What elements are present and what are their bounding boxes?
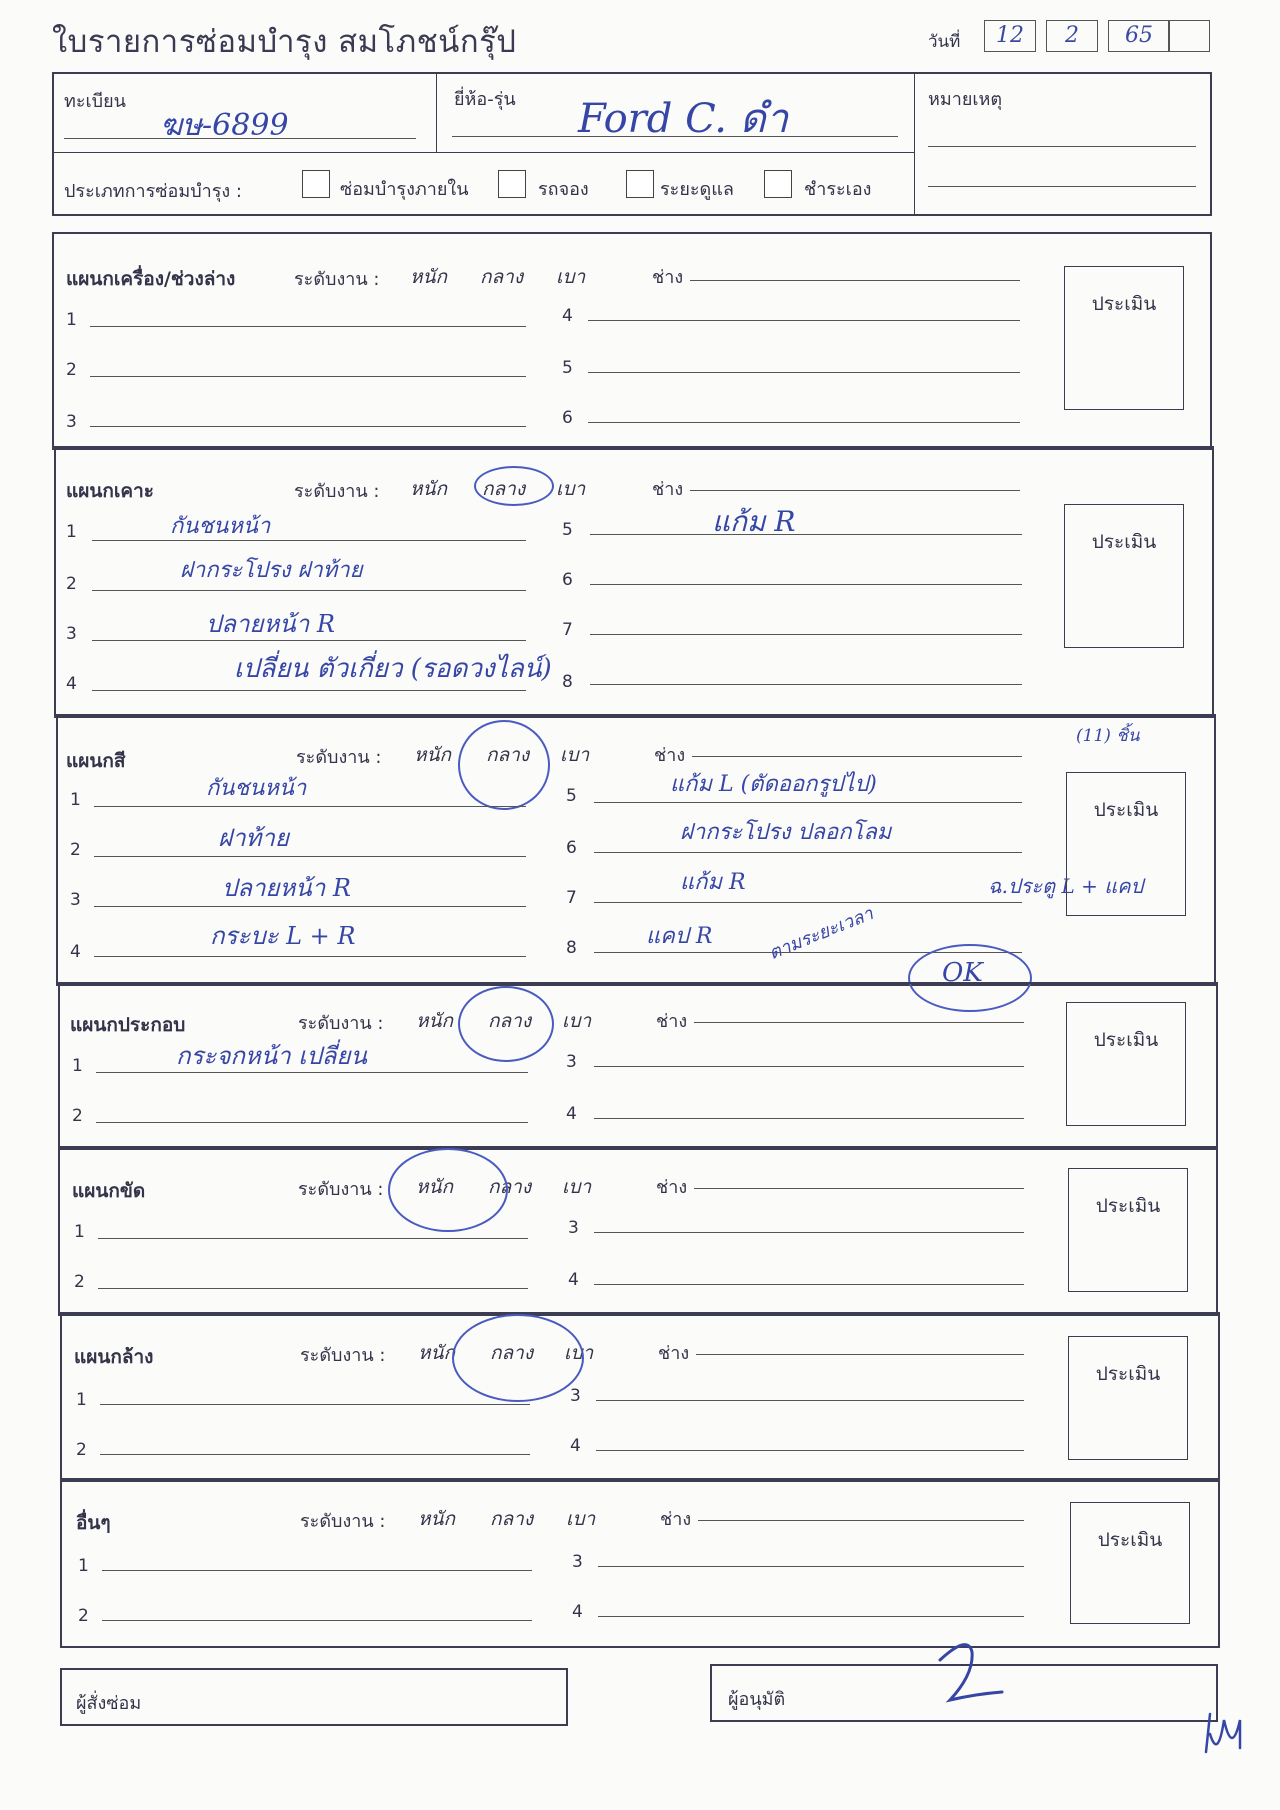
entry-line[interactable] (100, 1454, 530, 1455)
tech-label: ช่าง (660, 1509, 692, 1530)
header-divider (436, 72, 437, 152)
level-heavy[interactable]: หนัก (416, 1176, 454, 1198)
type-checkbox[interactable] (626, 170, 654, 198)
row-number: 3 (568, 1218, 579, 1238)
entry-line[interactable] (594, 1284, 1024, 1285)
entry-line[interactable] (92, 540, 526, 541)
level-heavy[interactable]: หนัก (414, 744, 452, 766)
remark-line (928, 146, 1196, 147)
model-value[interactable]: Ford C. ดำ (578, 96, 789, 142)
entry-text[interactable]: เปลี่ยน ตัวเกี่ยว (รอดวงไลน์) (234, 654, 552, 684)
tech-line (698, 1520, 1024, 1521)
date-year[interactable]: 65 (1108, 20, 1170, 52)
entry-line[interactable] (596, 1400, 1024, 1401)
level-label: ระดับงาน : (300, 1511, 386, 1532)
entry-line[interactable] (588, 372, 1020, 373)
entry-line[interactable] (594, 802, 1022, 803)
entry-line[interactable] (598, 1616, 1024, 1617)
level-heavy[interactable]: หนัก (416, 1010, 454, 1032)
entry-line[interactable] (596, 1450, 1024, 1451)
level-medium[interactable]: กลาง (488, 1010, 532, 1032)
level-selected-circle (388, 1148, 508, 1232)
section-title: แผนกขัด (72, 1180, 146, 1202)
row-number: 6 (566, 838, 577, 858)
corner-initials-mark (1200, 1700, 1260, 1760)
entry-text[interactable]: ฝาท้าย (218, 824, 289, 852)
row-number: 1 (72, 1056, 83, 1076)
entry-line[interactable] (594, 852, 1022, 853)
level-selected-circle (458, 986, 554, 1062)
entry-line[interactable] (588, 422, 1020, 423)
row-number: 3 (572, 1552, 583, 1572)
entry-line[interactable] (94, 856, 526, 857)
row-number: 3 (570, 1386, 581, 1406)
header-divider (914, 72, 915, 214)
level-label: ระดับงาน : (294, 269, 380, 290)
row-number: 2 (74, 1272, 85, 1292)
entry-line[interactable] (590, 584, 1022, 585)
date-extra[interactable] (1168, 20, 1210, 52)
date-label: วันที่ (928, 32, 961, 52)
eval-box[interactable]: ประเมิน (1064, 266, 1184, 410)
tech-line (694, 1022, 1024, 1023)
entry-line[interactable] (102, 1570, 532, 1571)
approver-label: ผู้อนุมัติ (728, 1689, 786, 1710)
row-number: 2 (70, 840, 81, 860)
section-title: แผนกประกอบ (70, 1014, 186, 1036)
level-selected-circle (452, 1314, 584, 1402)
section-polish (58, 1146, 1218, 1316)
model-label: ยี่ห้อ-รุ่น (454, 89, 516, 110)
entry-line[interactable] (90, 376, 526, 377)
entry-text[interactable]: ฝากระโปรง ฝาท้าย (180, 558, 363, 583)
approver-signature (920, 1630, 1010, 1730)
level-light[interactable]: เบา (556, 266, 586, 288)
eval-box[interactable]: ประเมิน (1068, 1336, 1188, 1460)
tech-line (692, 756, 1022, 757)
section-other (60, 1478, 1220, 1648)
level-heavy[interactable]: หนัก (418, 1342, 456, 1364)
row-number: 4 (566, 1104, 577, 1124)
level-light[interactable]: เบา (566, 1508, 596, 1530)
level-light[interactable]: เบา (556, 478, 586, 500)
entry-line[interactable] (92, 690, 526, 691)
level-selected-circle (458, 720, 550, 810)
tech-line (690, 280, 1020, 281)
entry-text[interactable]: กระจกหน้า เปลี่ยน (176, 1042, 367, 1070)
entry-line[interactable] (102, 1620, 532, 1621)
row-number: 2 (78, 1606, 89, 1626)
entry-line[interactable] (94, 956, 526, 957)
row-number: 5 (562, 358, 573, 378)
level-medium[interactable]: กลาง (486, 744, 530, 766)
section-title: แผนกสี (66, 750, 126, 772)
row-number: 4 (66, 674, 77, 694)
entry-text[interactable]: ฝากระโปรง ปลอกโลม (680, 820, 892, 845)
type-checkbox[interactable] (764, 170, 792, 198)
type-option: ชำระเอง (804, 179, 872, 200)
handwritten-note: ตามระยะเวลา (765, 903, 877, 965)
level-light[interactable]: เบา (564, 1342, 594, 1364)
row-number: 5 (562, 520, 573, 540)
handwritten-note: ฉ.ประตู L + แคป (988, 874, 1144, 898)
entry-line[interactable] (598, 1566, 1024, 1567)
level-medium[interactable]: กลาง (482, 478, 526, 500)
entry-line[interactable] (594, 1118, 1024, 1119)
section-title: อื่นๆ (76, 1512, 111, 1534)
tech-label: ช่าง (658, 1343, 690, 1364)
level-light[interactable]: เบา (562, 1010, 592, 1032)
requester-label: ผู้สั่งซ่อม (76, 1693, 142, 1714)
entry-text[interactable]: แก้ม L (ตัดออกรูปไป) (670, 772, 877, 797)
tech-label: ช่าง (652, 479, 684, 500)
remark-line (928, 186, 1196, 187)
eval-box[interactable]: ประเมิน (1066, 772, 1186, 916)
level-selected-circle (474, 466, 554, 506)
date-day[interactable]: 12 (984, 20, 1036, 52)
level-heavy[interactable]: หนัก (418, 1508, 456, 1530)
entry-line[interactable] (594, 1066, 1024, 1067)
handwritten-note: OK (942, 958, 983, 988)
level-label: ระดับงาน : (296, 747, 382, 768)
handwritten-note: (11) ชิ้น (1076, 726, 1140, 746)
level-medium[interactable]: กลาง (490, 1508, 534, 1530)
row-number: 6 (562, 408, 573, 428)
row-number: 2 (66, 574, 77, 594)
tech-label: ช่าง (654, 745, 686, 766)
entry-line[interactable] (98, 1288, 528, 1289)
row-number: 1 (74, 1222, 85, 1242)
row-number: 8 (566, 938, 577, 958)
type-checkbox[interactable] (302, 170, 330, 198)
entry-line[interactable] (594, 902, 1022, 903)
row-number: 7 (562, 620, 573, 640)
entry-text[interactable]: แก้ม R (680, 870, 746, 895)
row-number: 3 (70, 890, 81, 910)
level-light[interactable]: เบา (560, 744, 590, 766)
row-number: 3 (66, 412, 77, 432)
tech-line (696, 1354, 1024, 1355)
section-title: แผนกเคาะ (66, 480, 154, 502)
remark-label: หมายเหตุ (928, 89, 1003, 110)
entry-text[interactable]: กันชนหน้า (170, 514, 271, 539)
row-number: 2 (72, 1106, 83, 1126)
date-month[interactable]: 2 (1046, 20, 1098, 52)
entry-line[interactable] (94, 806, 526, 807)
entry-text[interactable]: แก้ม R (712, 505, 796, 538)
level-heavy[interactable]: หนัก (410, 478, 448, 500)
entry-text[interactable]: กระบะ L + R (210, 922, 356, 950)
row-number: 4 (562, 306, 573, 326)
entry-text[interactable]: กันชนหน้า (206, 776, 307, 801)
row-number: 4 (70, 942, 81, 962)
section-wash (60, 1312, 1220, 1482)
row-number: 1 (78, 1556, 89, 1576)
level-label: ระดับงาน : (298, 1013, 384, 1034)
entry-line[interactable] (590, 634, 1022, 635)
section-title: แผนกล้าง (74, 1346, 154, 1368)
row-number: 2 (76, 1440, 87, 1460)
entry-line[interactable] (92, 590, 526, 591)
row-number: 3 (566, 1052, 577, 1072)
row-number: 1 (76, 1390, 87, 1410)
entry-line[interactable] (590, 684, 1022, 685)
entry-line[interactable] (100, 1404, 530, 1405)
entry-line[interactable] (590, 534, 1022, 535)
tech-label: ช่าง (652, 267, 684, 288)
row-number: 7 (566, 888, 577, 908)
row-number: 4 (570, 1436, 581, 1456)
tech-line (690, 490, 1020, 491)
type-checkbox[interactable] (498, 170, 526, 198)
level-heavy[interactable]: หนัก (410, 266, 448, 288)
eval-box[interactable]: ประเมิน (1068, 1168, 1188, 1292)
level-label: ระดับงาน : (300, 1345, 386, 1366)
tech-label: ช่าง (656, 1177, 688, 1198)
entry-line[interactable] (90, 426, 526, 427)
tech-line (694, 1188, 1024, 1189)
row-number: 3 (66, 624, 77, 644)
entry-line[interactable] (594, 1232, 1024, 1233)
entry-text[interactable]: แคป R (646, 924, 713, 949)
row-number: 8 (562, 672, 573, 692)
level-medium[interactable]: กลาง (490, 1342, 534, 1364)
level-medium[interactable]: กลาง (488, 1176, 532, 1198)
type-option: ซ่อมบำรุงภายใน (340, 179, 469, 200)
level-medium[interactable]: กลาง (480, 266, 524, 288)
plate-value[interactable]: ฆษ-6899 (160, 108, 289, 143)
header-divider (52, 152, 914, 153)
section-title: แผนกเครื่อง/ช่วงล่าง (66, 268, 236, 290)
row-number: 4 (568, 1270, 579, 1290)
tech-label: ช่าง (656, 1011, 688, 1032)
form-title: ใบรายการซ่อมบำรุง สมโภชน์กรุ๊ป (52, 24, 517, 60)
type-option: รถจอง (538, 179, 589, 200)
row-number: 1 (66, 310, 77, 330)
row-number: 6 (562, 570, 573, 590)
entry-text[interactable]: ปลายหน้า R (222, 874, 351, 902)
entry-line[interactable] (96, 1122, 528, 1123)
row-number: 1 (66, 522, 77, 542)
level-light[interactable]: เบา (562, 1176, 592, 1198)
row-number: 1 (70, 790, 81, 810)
row-number: 5 (566, 786, 577, 806)
entry-line[interactable] (98, 1238, 528, 1239)
entry-line[interactable] (90, 326, 526, 327)
entry-text[interactable]: ปลายหน้า R (206, 610, 335, 638)
type-label: ประเภทการซ่อมบำรุง : (64, 181, 242, 202)
eval-box[interactable]: ประเมิน (1070, 1502, 1190, 1624)
entry-line[interactable] (588, 320, 1020, 321)
type-option: ระยะดูแล (660, 179, 734, 200)
eval-box[interactable]: ประเมิน (1064, 504, 1184, 648)
eval-box[interactable]: ประเมิน (1066, 1002, 1186, 1126)
plate-label: ทะเบียน (64, 91, 126, 112)
level-label: ระดับงาน : (294, 481, 380, 502)
row-number: 2 (66, 360, 77, 380)
row-number: 4 (572, 1602, 583, 1622)
level-label: ระดับงาน : (298, 1179, 384, 1200)
